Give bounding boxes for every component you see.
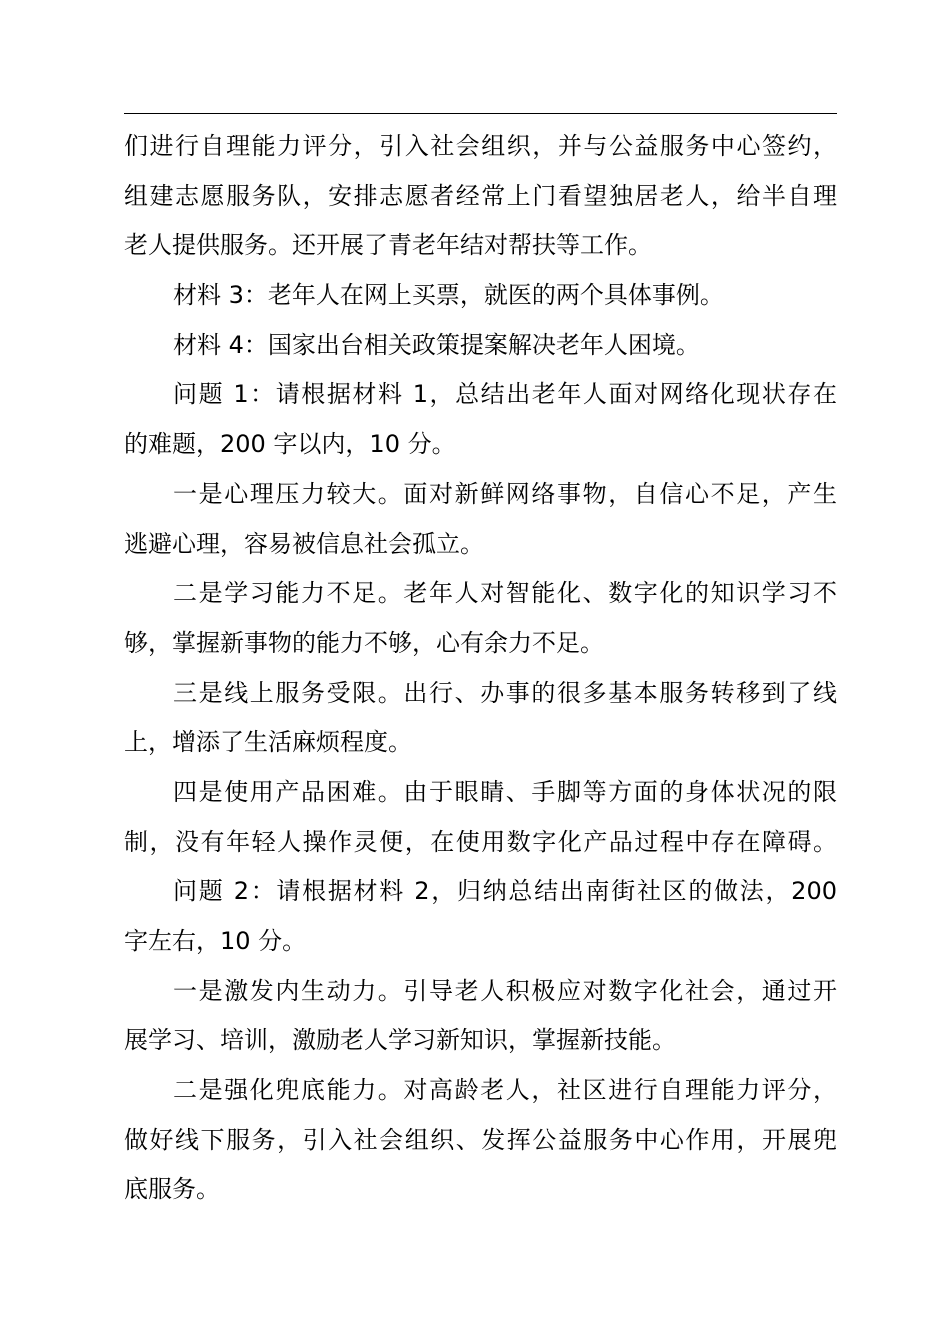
header-rule (124, 113, 837, 114)
material-4-line: 材料 4：国家出台相关政策提案解决老年人困境。 (173, 330, 700, 359)
material-3-line: 材料 3：老年人在网上买票，就医的两个具体事例。 (173, 281, 724, 310)
question-2-line: 问题 2：请根据材料 2，归纳总结出南街社区的做法，200 (173, 877, 837, 906)
text-line: 上，增添了生活麻烦程度。 (124, 728, 412, 757)
answer-1-point-3: 三是线上服务受限。出行、办事的很多基本服务转移到了线 (173, 678, 837, 707)
answer-2-point-1: 一是激发内生动力。引导老人积极应对数字化社会，通过开 (173, 976, 837, 1005)
answer-1-point-1: 一是心理压力较大。面对新鲜网络事物，自信心不足，产生 (173, 479, 837, 508)
text-line: 展学习、培训，激励老人学习新知识，掌握新技能。 (124, 1026, 676, 1055)
text-line: 底服务。 (124, 1175, 220, 1204)
text-line: 逃避心理，容易被信息社会孤立。 (124, 529, 484, 558)
text-line: 做好线下服务，引入社会组织、发挥公益服务中心作用，开展兜 (124, 1125, 837, 1154)
text-line: 制，没有年轻人操作灵便，在使用数字化产品过程中存在障碍。 (124, 827, 837, 856)
text-line: 的难题，200 字以内，10 分。 (124, 430, 456, 459)
answer-1-point-4: 四是使用产品困难。由于眼睛、手脚等方面的身体状况的限 (173, 777, 837, 806)
text-line: 们进行自理能力评分，引入社会组织，并与公益服务中心签约， (124, 132, 837, 160)
document-body (124, 122, 837, 1215)
text-line: 够，掌握新事物的能力不够，心有余力不足。 (124, 628, 604, 657)
text-line: 老人提供服务。还开展了青老年结对帮扶等工作。 (124, 231, 652, 260)
text-line: 字左右，10 分。 (124, 927, 307, 955)
answer-1-point-2: 二是学习能力不足。老年人对智能化、数字化的知识学习不 (173, 579, 837, 608)
text-line: 组建志愿服务队，安排志愿者经常上门看望独居老人，给半自理 (124, 181, 837, 210)
answer-2-point-2: 二是强化兜底能力。对高龄老人，社区进行自理能力评分， (173, 1076, 837, 1105)
question-1-line: 问题 1：请根据材料 1，总结出老年人面对网络化现状存在 (173, 380, 837, 409)
